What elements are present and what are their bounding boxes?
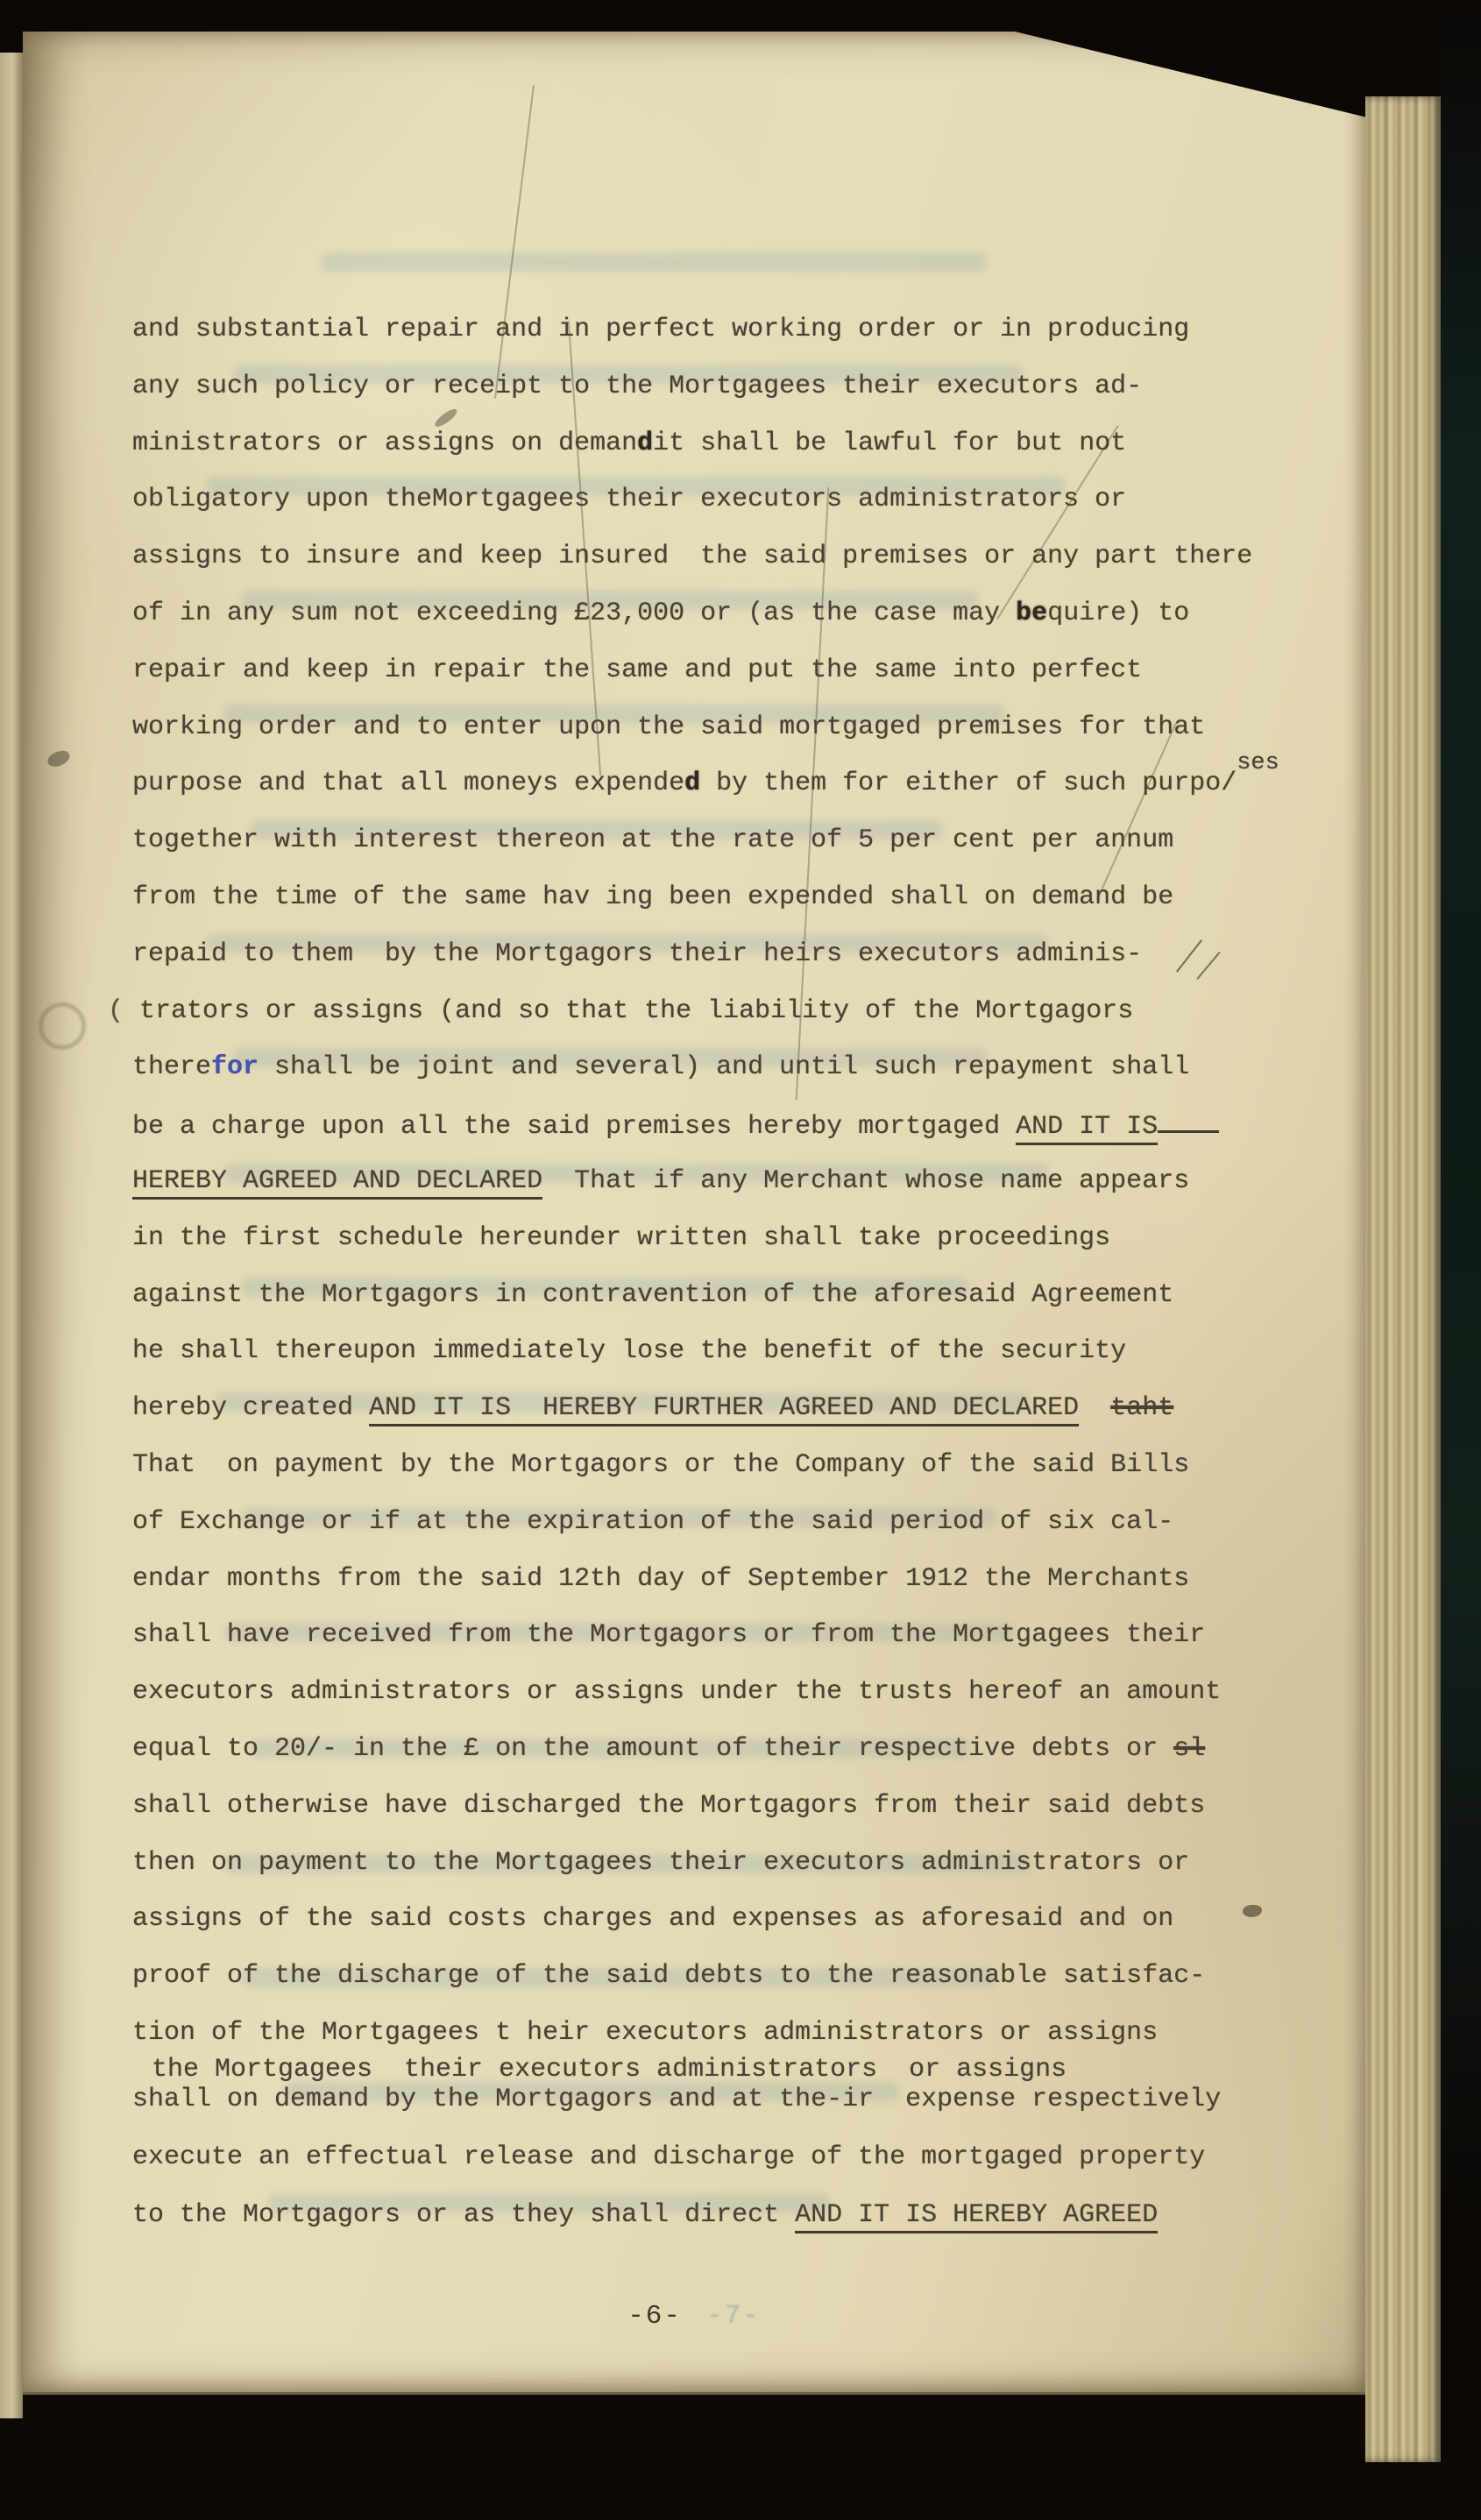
book-cover-edge: [1441, 0, 1481, 2520]
doc-line: [132, 596, 1272, 653]
text-segment: purpose and that all moneys expende: [132, 768, 685, 799]
text-segment: of Exchange or if at the expiration of the said period of six cal-: [132, 1506, 1174, 1537]
book-page-edges: [1365, 96, 1441, 2462]
doc-line: [132, 1050, 1272, 1107]
text-segment: together with interest thereon at the rate of 5 per cent per annum: [132, 825, 1174, 856]
underlined-heading: AND IT IS HEREBY AGREED: [795, 2200, 1158, 2233]
text-segment: endar months from the said 12th day of September 1912 the Merchants: [132, 1563, 1190, 1594]
text-segment: repaid to them by the Mortgagors their heirs executors adminis-: [132, 938, 1143, 969]
typewritten-text-block: [108, 312, 1279, 2255]
doc-line: [132, 312, 1272, 369]
text-segment: shall on demand by the Mortgagors and at the-ir expense respectively: [132, 2084, 1222, 2114]
text-segment: proof of the discharge of the said debts to the reasonable satisfac-: [132, 1961, 1206, 1992]
text-segment: any such policy or receipt to the Mortgagees their executors ad-: [132, 371, 1143, 401]
struck-out-text: taht: [1110, 1393, 1174, 1424]
doc-line: [132, 1788, 1272, 1845]
doc-line-interlinear-insertion: [132, 2052, 1272, 2085]
doc-line: [108, 994, 1272, 1051]
doc-line: [132, 1107, 1272, 1164]
doc-line: [132, 2082, 1272, 2140]
text-segment: equal to 20/- in the £ on the amount of their respective debts or: [132, 1733, 1174, 1764]
text-segment: executors administrators or assigns under the trusts hereof an amount: [132, 1677, 1222, 1708]
doc-line: [132, 1221, 1272, 1278]
text-segment: That on payment by the Mortgagors or the Company of the said Bills: [132, 1449, 1190, 1480]
doc-line: [132, 1901, 1272, 1958]
bleed-through: [321, 252, 987, 272]
blue-ink-correction: for: [211, 1052, 259, 1083]
text-segment: tion of the Mortgagees t heir executors administrators or assigns: [132, 2017, 1159, 2048]
text-segment: assigns of the said costs charges and expenses as aforesaid and on: [132, 1904, 1174, 1935]
inked-over-character: d: [684, 768, 701, 799]
text-segment: hereby created: [132, 1393, 370, 1424]
doc-line: [132, 1391, 1272, 1448]
doc-line: [132, 1448, 1272, 1504]
text-segment: in the first schedule hereunder written shall take proceedings: [132, 1222, 1111, 1253]
doc-line: [132, 2015, 1272, 2052]
text-segment: from the time of the same hav ing been expended shall on demand be: [132, 881, 1174, 912]
text-segment: shall have received from the Mortgagors or from the Mortgagees their: [132, 1620, 1206, 1651]
superscript-insertion: ses: [1237, 750, 1279, 777]
doc-line: [132, 369, 1272, 426]
text-segment: there: [132, 1052, 212, 1083]
text-segment: working order and to enter upon the said mortgaged premises for that: [132, 711, 1206, 742]
doc-line: [132, 937, 1272, 994]
text-segment: and substantial repair and in perfect working order or in producing: [132, 315, 1190, 344]
text-segment: the Mortgagees their executors administrators or assigns: [152, 2054, 1067, 2085]
struck-out-text: sl: [1173, 1733, 1206, 1764]
doc-line: [132, 539, 1272, 596]
doc-line: [132, 426, 1272, 483]
text-segment: shall otherwise have discharged the Mortgagors from their said debts: [132, 1790, 1206, 1821]
doc-line: [132, 710, 1272, 767]
text-segment: it shall be lawful for but not: [653, 428, 1127, 458]
text-segment: repair and keep in repair the same and put the same into perfect: [132, 655, 1143, 685]
page-number: -6-: [627, 2301, 682, 2332]
doc-line: [132, 750, 1279, 823]
doc-line: [132, 482, 1272, 539]
doc-line: [132, 1731, 1272, 1788]
doc-line: [132, 1958, 1272, 2015]
doc-line: [132, 823, 1272, 880]
text-segment: he shall thereupon immediately lose the benefit of the security: [132, 1336, 1127, 1367]
doc-line: [132, 653, 1272, 710]
text-segment: quire) to: [1047, 598, 1190, 628]
text-segment: execute an effectual release and discharge of the mortgaged property: [132, 2141, 1206, 2172]
text-segment: be a charge upon all the said premises hereby mortgaged: [132, 1112, 1017, 1143]
text-segment: against the Mortgagors in contravention of the aforesaid Agreement: [132, 1279, 1174, 1310]
doc-line: [132, 1504, 1272, 1561]
doc-line: [132, 1845, 1272, 1902]
adjacent-page-sliver: [0, 53, 23, 2418]
doc-line: [132, 1561, 1272, 1618]
text-segment: shall be joint and several) and until such repayment shall: [259, 1052, 1190, 1083]
underlined-heading: AND IT IS HEREBY FURTHER AGREED AND DECLARED: [369, 1393, 1079, 1426]
underlined-heading: AND IT IS: [1016, 1112, 1158, 1145]
doc-line: [132, 1278, 1272, 1334]
doc-line: [132, 2140, 1272, 2198]
text-segment: to the Mortgagors or as they shall direct: [132, 2199, 796, 2230]
margin-paren-mark: (: [108, 995, 140, 1026]
doc-line: [132, 1334, 1272, 1391]
doc-line: [132, 880, 1272, 937]
text-segment: by them for either of such purpo/: [700, 768, 1237, 799]
doc-line: [132, 1164, 1272, 1221]
text-segment: then on payment to the Mortgagees their executors administrators or: [132, 1847, 1190, 1878]
text-segment: assigns to insure and keep insured the said premises or any part there: [132, 542, 1253, 572]
text-segment: obligatory upon theMortgagees their executors administrators or: [132, 485, 1127, 515]
underline-extension: [1158, 1107, 1219, 1133]
overstruck-character: be: [1016, 598, 1048, 628]
ink-smudge: [46, 748, 72, 768]
doc-line: [132, 1674, 1272, 1731]
page-number-row: [23, 2301, 1365, 2332]
text-segment: [1079, 1393, 1110, 1423]
text-segment: of in any sum not exceeding £23,000 or (as the case may: [132, 598, 1017, 628]
scanned-page: [23, 32, 1365, 2395]
text-segment: trators or assigns (and so that the liability of the Mortgagors: [139, 995, 1134, 1026]
text-segment: ministrators or assigns on deman: [132, 428, 638, 458]
page-number-bleed-through: -7-: [706, 2301, 761, 2332]
faint-stamp-mark: [39, 1002, 86, 1050]
underlined-heading: HEREBY AGREED AND DECLARED: [132, 1166, 542, 1200]
doc-line: [132, 2198, 1272, 2255]
doc-line: [132, 1617, 1272, 1674]
text-segment: That if any Merchant whose name appears: [542, 1165, 1190, 1196]
overstruck-character: d: [637, 428, 654, 458]
